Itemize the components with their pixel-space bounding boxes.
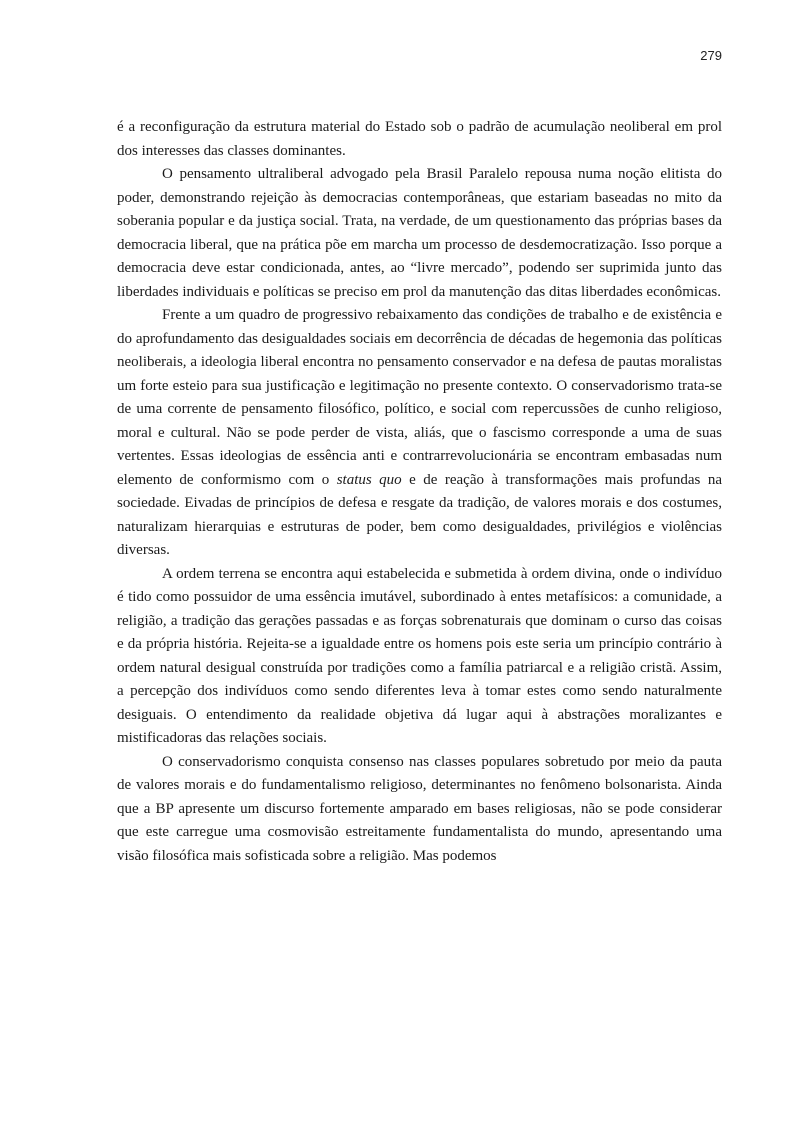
text-segment: Frente a um quadro de progressivo rebaixamento das condições de trabalho e de existência e do aprofundamento das desigualdades sociais em decorrência de décadas de hegemonia das políticas neoliberais, a ideologia liberal encontra no pensamento conservador e na defesa de pautas moralistas um forte esteio para sua justificação e legitimação no presente contexto. O conservadorismo trata-se de uma corrente de pensamento filosófico, político, e social com repercussões de cunho religioso, moral e cultural. Não se pode perder de vista, aliás, que o fascismo corresponde a uma de suas vertentes. Essas ideologias de essência anti e contrarrevolucionária se encontram embasadas num elemento de conformismo com o <box>117 307 722 488</box>
italic-term: status quo <box>336 471 402 488</box>
text-segment: A ordem terrena se encontra aqui estabelecida e submetida à ordem divina, onde o indivíduo é tido como possuidor de uma essência imutável, subordinado à entes metafísicos: a comunidade, a religião, a tradição das gerações passadas e as forças sobrenaturais que dominam o curso das coisas e da própria história. Rejeita-se a igualdade entre os homens pois este seria um princípio contrário à ordem natural desigual construída por tradições como a família patriarcal e a religião cristã. Assim, a percepção dos indivíduos como sendo diferentes leva à tomar estes como sendo naturalmente desiguais. O entendimento da realidade objetiva dá lugar aqui à abstrações moralizantes e mistificadoras das relações sociais. <box>117 565 722 746</box>
paragraph <box>117 563 722 751</box>
page-number: 279 <box>700 48 722 63</box>
body-text <box>117 116 722 868</box>
text-segment: O pensamento ultraliberal advogado pela Brasil Paralelo repousa numa noção elitista do poder, demonstrando rejeição às democracias contemporâneas, que estariam baseadas no mito da soberania popular e da justiça social. Trata, na verdade, de um questionamento das próprias bases da democracia liberal, que na prática põe em marcha um processo de desdemocratização. Isso porque a democracia deve estar condicionada, antes, ao “livre mercado”, podendo ser suprimida junto das liberdades individuais e políticas se preciso em prol da manutenção das ditas liberdades econômicas. <box>117 166 722 300</box>
text-segment: e de reação à transformações mais profundas na sociedade. Eivadas de princípios de defesa e resgate da tradição, de valores morais e dos costumes, naturalizam hierarquias e estruturas de poder, bem como desigualdades, privilégios e violências diversas. <box>117 471 723 558</box>
paragraph <box>117 163 722 304</box>
paragraph-continuation <box>117 116 722 163</box>
paragraph <box>117 304 722 563</box>
text-segment: é a reconfiguração da estrutura material do Estado sob o padrão de acumulação neoliberal em prol dos interesses das classes dominantes. <box>117 119 722 159</box>
paragraph <box>117 751 722 869</box>
text-segment: O conservadorismo conquista consenso nas classes populares sobretudo por meio da pauta de valores morais e do fundamentalismo religioso, determinantes no fenômeno bolsonarista. Ainda que a BP apresente um discurso fortemente amparado em bases religiosas, não se pode considerar que este carregue uma cosmovisão estreitamente fundamentalista do mundo, apresentando uma visão filosófica mais sofisticada sobre a religião. Mas podemos <box>117 753 722 864</box>
